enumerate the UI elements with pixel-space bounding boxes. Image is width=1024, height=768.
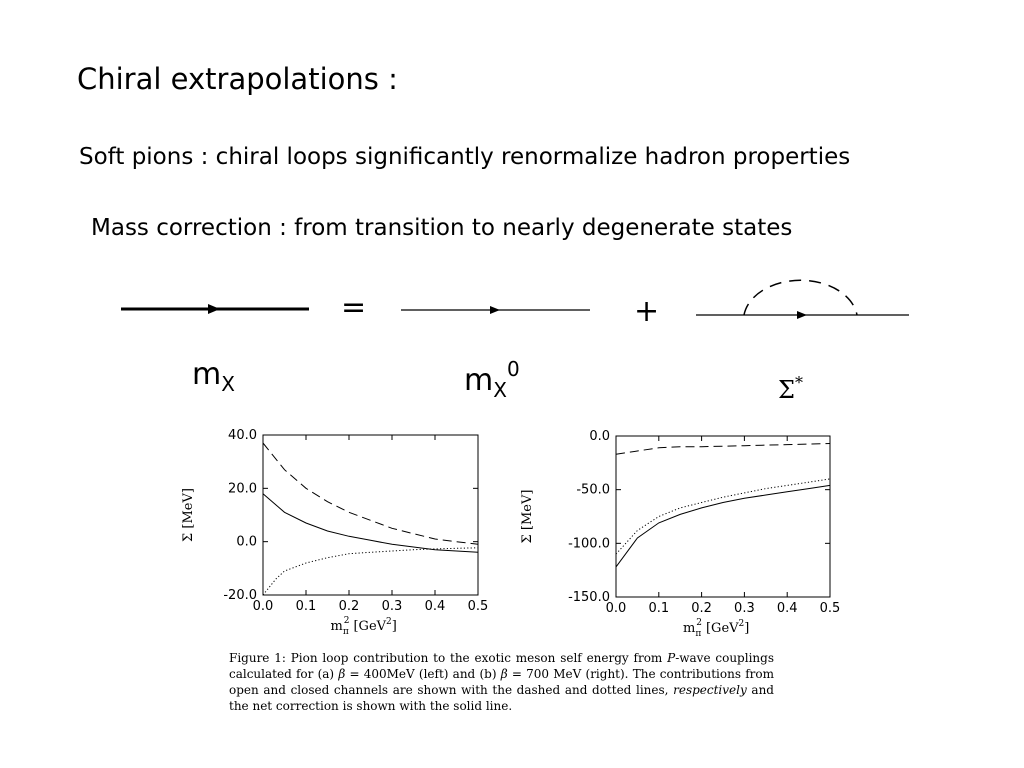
feynman-diagram [0,260,1024,340]
y-tick-label: 0.0 [236,534,257,550]
x-tick-label: 0.1 [295,599,317,614]
y-tick-label: -50.0 [576,482,610,498]
x-axis-label: $m_\pi 2$ [GeV$^2$] [330,616,397,637]
series-dashed-line [263,443,478,544]
series-solid-line [263,494,478,553]
pion-loop-arc [744,280,857,315]
x-tick-label: 0.2 [338,599,360,614]
series-dashed-line [616,444,830,455]
x-tick-label: 0.3 [734,601,755,616]
x-tick-label: 0.1 [648,601,670,616]
x-tick-label: 0.2 [691,601,712,616]
y-axis-label: Σ [MeV] [181,488,196,542]
bullet-soft-pions: Soft pions : chiral loops significantly renormalize hadron properties [79,144,851,170]
equals-sign: = [341,290,367,325]
bullet-mass-correction: Mass correction : from transition to nearly degenerate states [91,215,793,241]
y-tick-label: -20.0 [223,588,257,603]
x-tick-label: 0.3 [381,599,403,614]
bare-propagator-arrow [490,306,500,314]
x-tick-label: 0.0 [605,601,627,616]
plot-frame [263,435,478,595]
x-tick-label: 0.4 [776,601,798,616]
dressed-propagator-arrow [208,304,220,314]
x-tick-label: 0.5 [467,599,489,614]
slide-title: Chiral extrapolations : [77,62,398,96]
label-mx0: $m_X^0$ [464,357,520,402]
label-sigma-star: Σ* [778,373,803,404]
series-solid-line [616,485,830,567]
self-energy-propagator-arrow [797,311,807,319]
series-dotted-line [263,548,478,595]
label-mx: $m_X$ [192,357,235,396]
x-tick-label: 0.4 [424,599,446,614]
x-axis-label: $m_\pi 2$ [GeV$^2$] [683,618,750,639]
figure-caption: Figure 1: Pion loop contribution to the exotic meson self energy from P-wave couplings calculated for (a) β = 400MeV (left) and (b) β = 700 MeV (right). The contributions from open and closed channels are shown with the dashed and dotted lines, respectively and the net correction is shown with the solid line. [229,651,774,713]
y-tick-label: -150.0 [568,590,610,605]
y-tick-label: 40.0 [228,428,257,443]
x-tick-label: 0.0 [252,599,274,614]
y-tick-label: -100.0 [568,536,610,552]
y-axis-label: Σ [MeV] [520,489,535,544]
plus-sign: + [634,294,660,329]
chart-right [505,420,850,645]
plot-frame [616,436,830,597]
chart-left [160,420,500,645]
y-tick-label: 20.0 [228,481,257,497]
y-tick-label: 0.0 [589,429,610,444]
x-tick-label: 0.5 [819,601,841,616]
